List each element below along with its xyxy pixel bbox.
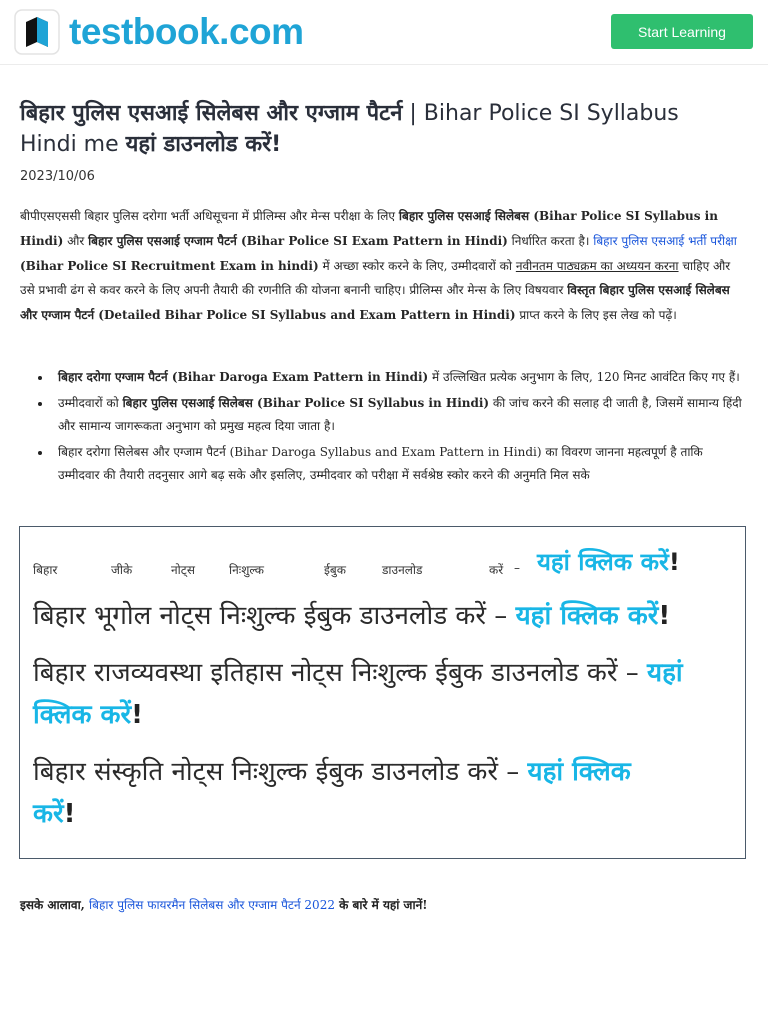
polity-notes-click-here-link-a[interactable]: यहां [647,658,683,688]
intro-text: बीपीएसएससी बिहार पुलिस दरोगा भर्ती अधिसूचना में प्रीलिम्स और मेन्स परीक्षा के लिए [20,209,399,223]
intro-bold-detailed: विस्तृत बिहार पुलिस एसआई सिलेबस और एग्जाम पैटर्न (Detailed Bihar Police SI Syllabus and Exam Pattern in Hindi) [20,283,730,323]
culture-notes-click-here-link-a[interactable]: यहां क्लिक [527,757,631,787]
gk-notes-line [33,545,733,575]
bullet-text: की जांच करने की सलाह दी जाती है, जिसमें सामान्य हिंदी और सामान्य जागरूकता अनुभाग को प्रमुख महत्व दिया जाता है। [58,396,742,433]
line-word: जीके [111,563,133,577]
line-word: नोट्स [171,563,195,577]
title-english: | Bihar Police SI Syllabus Hindi me [20,101,679,157]
exclamation: ! [668,548,680,576]
list-item [38,366,748,389]
intro-text: निर्धारित करता है। [507,233,594,248]
bullet-bold: बिहार दरोगा एग्जाम पैटर्न (Bihar Daroga Exam Pattern in Hindi) [58,370,429,384]
site-logo[interactable] [14,9,304,55]
polity-history-notes-line [33,652,733,736]
publish-date: 2023/10/06 [20,169,95,184]
bullet-text: उम्मीदवारों को [58,396,123,410]
culture-notes-click-here-link-b[interactable]: करें [33,799,64,829]
line-text: बिहार राजव्यवस्था इतिहास नोट्स निःशुल्क ईबुक डाउनलोड करें – [33,658,648,688]
line-word: बिहार [33,563,58,577]
exclamation: ! [658,601,671,631]
exclamation: ! [131,700,144,730]
page-title [20,98,740,160]
culture-notes-line [33,751,733,835]
latest-syllabus-link[interactable]: नवीनतम पाठ्यक्रम का अध्ययन करना [515,258,679,273]
logo-text: testbook.com [69,11,304,52]
start-learning-button[interactable]: Start Learning [611,14,753,49]
intro-bold-exam-pattern: बिहार पुलिस एसआई एग्जाम पैटर्न (Bihar Police SI Exam Pattern in Hindi) [88,233,508,248]
line-text: बिहार भूगोल नोट्स निःशुल्क ईबुक डाउनलोड करें – [33,601,516,631]
polity-notes-click-here-link-b[interactable]: क्लिक करें [33,700,132,730]
line-text: बिहार संस्कृति नोट्स निःशुल्क ईबुक डाउनलोड करें – [33,757,528,787]
title-download: यहां डाउनलोड करें! [125,132,282,157]
testbook-logo-icon [14,9,60,55]
fireman-syllabus-link[interactable]: बिहार पुलिस फायरमैन सिलेबस और एग्जाम पैटर्न 2022 [89,898,335,912]
footer-text: के बारे में यहां जानें! [334,898,428,912]
bullet-dot [38,402,42,406]
line-word: डाउनलोड [382,563,423,577]
line-word: निःशुल्क [229,563,264,577]
intro-text: में अच्छा स्कोर करने के लिए, उम्मीदवारों को [318,258,516,273]
fireman-syllabus-line [20,896,748,913]
list-item [38,392,748,438]
recruitment-exam-link[interactable]: बिहार पुलिस एसआई भर्ती परीक्षा [593,233,737,248]
intro-text: प्राप्त करने के लिए इस लेख को पढ़ें। [515,308,677,323]
intro-bold-syllabus: बिहार पुलिस एसआई सिलेबस (Bihar Police SI Syllabus in Hindi) [20,209,718,248]
line-word: करें [489,563,504,577]
line-word: – [514,561,520,575]
line-word: ईबुक [324,563,346,577]
exclamation: ! [63,799,76,829]
bullet-dot [38,376,42,380]
geography-notes-click-here-link[interactable]: यहां क्लिक करें [515,601,659,631]
click-here-text: यहां क्लिक करें [537,548,669,576]
intro-text: चाहिए और उसे प्रभावी ढंग से कवर करने के लिए अपनी तैयारी की रणनीति की योजना बनानी चाहिए। प्रीलिम्स और मेन्स के लिए विषयवार [20,258,731,298]
intro-paragraph [20,204,748,328]
bullet-dot [38,451,42,455]
footer-text: इसके आलावा, [20,898,90,912]
bullet-text: बिहार दरोगा सिलेबस और एग्जाम पैटर्न (Bihar Daroga Syllabus and Exam Pattern in Hindi) का विवरण जानना महत्वपूर्ण है ताकि उम्मीदवार की तैयारी तदनुसार आगे बढ़ सके और इसलिए, उम्मीदवार को परीक्षा में सर्वश्रेष्ठ स्कोर करने की अनुमति मिल सके [58,445,703,482]
list-item [38,441,748,487]
top-navbar [0,0,768,65]
intro-text: और [63,233,89,248]
key-points-list [38,366,748,490]
bullet-bold: बिहार पुलिस एसआई सिलेबस (Bihar Police SI Syllabus in Hindi) [122,396,490,410]
bullet-text: में उल्लिखित प्रत्येक अनुभाग के लिए, 120 मिनट आवंटित किए गए हैं। [428,370,740,384]
gk-notes-click-here-link[interactable] [537,545,680,578]
intro-bold-recruitment: (Bihar Police SI Recruitment Exam in hindi) [20,258,319,273]
ebook-download-box [19,526,746,859]
title-hindi: बिहार पुलिस एसआई सिलेबस और एग्जाम पैटर्न [20,101,403,126]
geography-notes-line [33,595,733,637]
